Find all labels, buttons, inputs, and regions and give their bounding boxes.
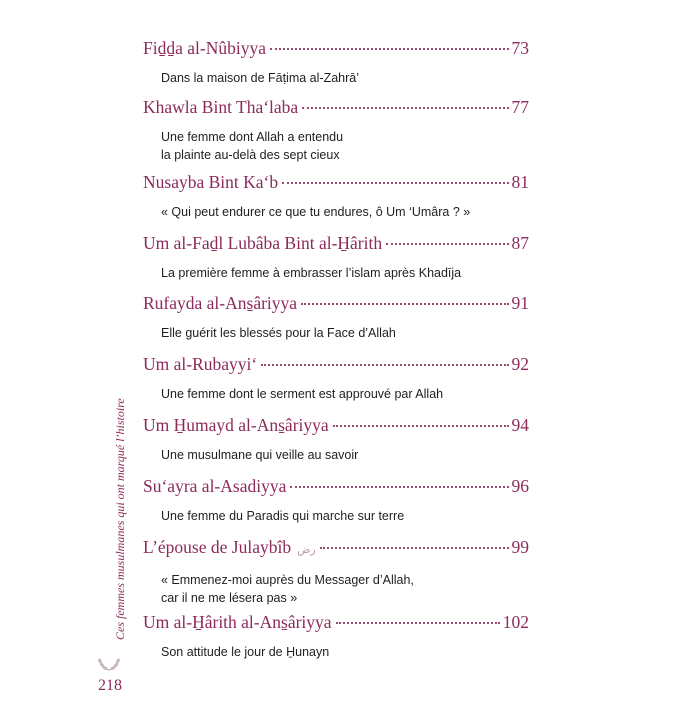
toc-title-row bbox=[143, 414, 529, 436]
subtitle-line: Une femme dont le serment est approuvé par Allah bbox=[161, 387, 444, 401]
toc-title-row bbox=[143, 353, 529, 375]
dot-leader bbox=[282, 182, 508, 184]
entry-subtitle bbox=[161, 128, 529, 164]
page-ref: 96 bbox=[511, 476, 529, 496]
page-ref: 94 bbox=[511, 415, 529, 435]
subtitle-line: Une femme dont Allah a entendu bbox=[161, 130, 344, 144]
subtitle-line: car il ne me lésera pas » bbox=[161, 591, 298, 605]
entry-subtitle bbox=[161, 643, 529, 661]
entry-title: Um al-Faḏl Lubâba Bint al-H̱ârith bbox=[143, 233, 383, 253]
toc-title-row bbox=[143, 232, 529, 254]
page-number: 218 bbox=[98, 677, 122, 694]
entry-subtitle bbox=[161, 203, 529, 221]
subtitle-line: La première femme à embrasser l’islam après Khadīja bbox=[161, 266, 462, 280]
subtitle-line: Son attitude le jour de H̱unayn bbox=[161, 645, 330, 659]
page-ref: 77 bbox=[511, 97, 529, 117]
toc-title-row bbox=[143, 171, 529, 193]
laurel-icon bbox=[96, 654, 122, 672]
subtitle-line: Dans la maison de Fāṭima al-Zahrā’ bbox=[161, 71, 359, 85]
dot-leader bbox=[261, 364, 508, 366]
dot-leader bbox=[333, 425, 509, 427]
page-ref: 87 bbox=[511, 233, 529, 253]
entry-title: Fiḏḏa al-Nûbiyya bbox=[143, 38, 266, 58]
toc-entry bbox=[143, 171, 529, 221]
page-ref: 91 bbox=[511, 293, 529, 313]
subtitle-line: Elle guérit les blessés pour la Face d’Allah bbox=[161, 326, 396, 340]
toc-entry bbox=[143, 37, 529, 87]
toc-entry bbox=[143, 96, 529, 164]
subtitle-line: la plainte au-delà des sept cieux bbox=[161, 148, 340, 162]
toc-entry bbox=[143, 536, 529, 607]
entry-title: Um al-Rubayyi‘ bbox=[143, 354, 258, 374]
subtitle-line: Une femme du Paradis qui marche sur terre bbox=[161, 509, 405, 523]
dot-leader bbox=[270, 48, 509, 50]
dot-leader bbox=[320, 547, 509, 549]
dot-leader bbox=[301, 303, 508, 305]
entry-title: Um al-H̱ârith al-Ans̱âriyya bbox=[143, 612, 332, 632]
subtitle-line: « Emmenez-moi auprès du Messager d’Allah, bbox=[161, 573, 414, 587]
dot-leader bbox=[290, 486, 508, 488]
toc-title-row bbox=[143, 292, 529, 314]
toc-entry bbox=[143, 292, 529, 342]
entry-title: Um H̱umayd al-Ans̱âriyya bbox=[143, 415, 329, 435]
entry-title: Su‘ayra al-Asadiyya bbox=[143, 476, 287, 496]
entry-subtitle bbox=[161, 571, 529, 607]
page-ref: 92 bbox=[511, 354, 529, 374]
toc-title-row bbox=[143, 475, 529, 497]
entry-subtitle bbox=[161, 385, 529, 403]
toc-title-row bbox=[143, 96, 529, 118]
subtitle-line: Une musulmane qui veille au savoir bbox=[161, 448, 359, 462]
page-ref: 102 bbox=[502, 612, 529, 632]
running-book-title: Ces femmes musulmanes qui ont marqué l’histoire bbox=[113, 398, 127, 640]
toc-title-row bbox=[143, 536, 529, 561]
entry-subtitle bbox=[161, 69, 529, 87]
toc-entry bbox=[143, 475, 529, 525]
toc-entry bbox=[143, 232, 529, 282]
dot-leader bbox=[386, 243, 508, 245]
dot-leader bbox=[336, 622, 500, 624]
entry-subtitle bbox=[161, 324, 529, 342]
page-ref: 81 bbox=[511, 172, 529, 192]
entry-subtitle bbox=[161, 264, 529, 282]
entry-subtitle bbox=[161, 446, 529, 464]
honorific-ornament-icon: رض bbox=[297, 544, 316, 556]
entry-title: Khawla Bint Tha‘laba bbox=[143, 97, 299, 117]
toc-title-row bbox=[143, 611, 529, 633]
entry-subtitle bbox=[161, 507, 529, 525]
toc-title-row bbox=[143, 37, 529, 59]
dot-leader bbox=[302, 107, 508, 109]
entry-title: Nusayba Bint Ka‘b bbox=[143, 172, 279, 192]
page-ref: 99 bbox=[511, 537, 529, 557]
entry-title: Rufayda al-Ans̱âriyya bbox=[143, 293, 298, 313]
entry-title: L’épouse de Julaybîb bbox=[143, 537, 292, 557]
toc-entry bbox=[143, 353, 529, 403]
subtitle-line: « Qui peut endurer ce que tu endures, ô Um ‘Umâra ? » bbox=[161, 205, 471, 219]
toc-entry bbox=[143, 611, 529, 661]
page-ref: 73 bbox=[511, 38, 529, 58]
toc-entry bbox=[143, 414, 529, 464]
